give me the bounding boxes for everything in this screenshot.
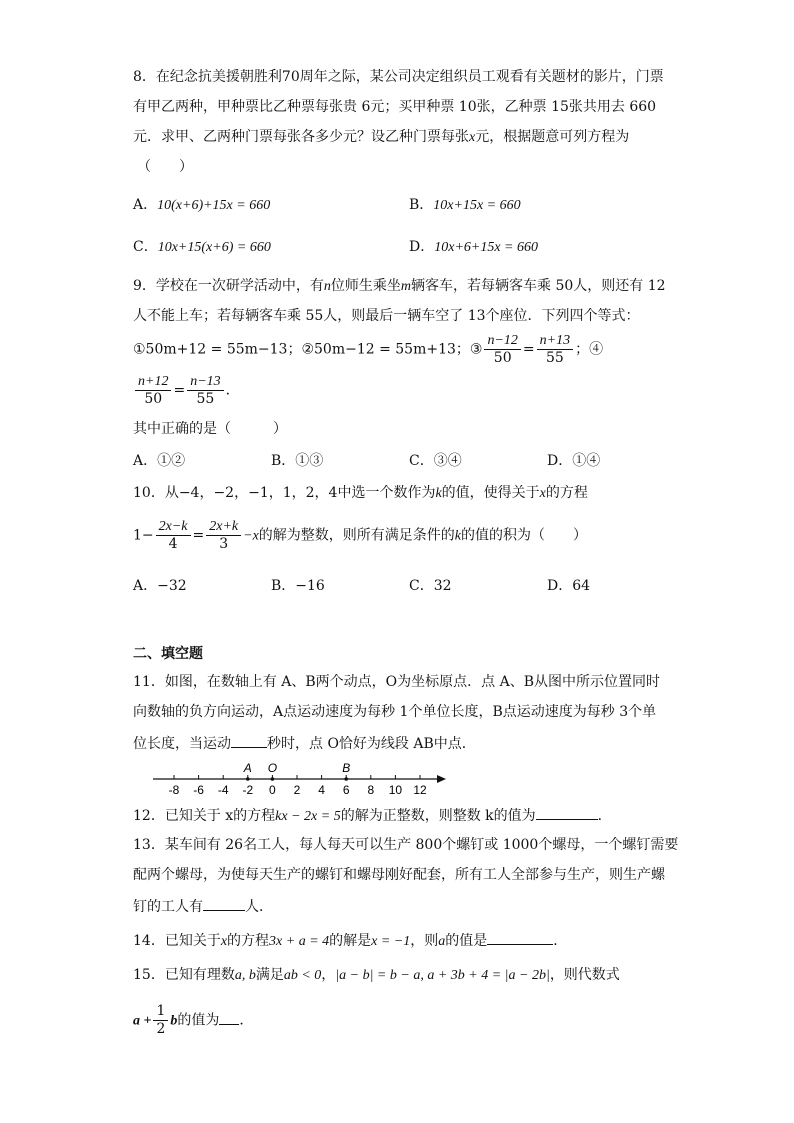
q10-frac-right-den: 3 <box>219 536 229 552</box>
number-line-tick-label: -4 <box>217 783 229 797</box>
q10-option-c-text: 32 <box>433 578 452 594</box>
q8-option-a-expr: 10(x+6)+15x = 660 <box>157 198 271 213</box>
q15-text-c: ，则代数式 <box>549 967 620 983</box>
q8-option-b-label: B． <box>409 197 434 213</box>
q9-eq-3-frac-left <box>484 332 520 367</box>
q10-option-d-label: D． <box>547 578 573 594</box>
q9-eq-3-end: ； <box>575 341 590 358</box>
q15-frac-den: 2 <box>156 1021 166 1037</box>
q8-line-1: 8．在纪念抗美援朝胜利70周年之际，某公司决定组织员工观看有关题材的影片，门票 <box>133 69 664 85</box>
q9-eq-3-den-right: 55 <box>545 350 564 366</box>
q9-eq-4-label: ④ <box>589 341 604 358</box>
q15-vars: a, b <box>234 968 256 983</box>
q15-text-e: ． <box>239 1012 254 1029</box>
q9-eq-4-frac-left <box>135 373 171 408</box>
q9-eq-3-frac-right <box>537 332 573 367</box>
q9-option-d-text: ①④ <box>572 453 601 469</box>
q9-eq-3-den-left: 50 <box>493 350 512 366</box>
q9-prompt: 其中正确的是（ ） <box>133 421 287 437</box>
number-line-point-label-a: A <box>243 761 252 775</box>
q10-frac-left-num: 2x−k <box>156 518 191 536</box>
q8-option-b[interactable] <box>409 196 521 215</box>
q9-eq-4-end: ． <box>225 382 240 399</box>
q13-answer-blank[interactable] <box>203 896 245 911</box>
number-line-tick-label: -8 <box>168 783 180 797</box>
q8-option-c[interactable] <box>133 238 271 257</box>
q9-var-n: n <box>323 279 331 294</box>
q9-eq-4-num-left: n+12 <box>135 373 171 391</box>
q9-option-d[interactable] <box>547 452 600 470</box>
number-line-point-label-b: B <box>342 761 351 775</box>
q9-eq-4-equals: = <box>173 382 186 399</box>
q9-eq-3-label: ③ <box>469 341 483 358</box>
q15-condition-1: ab < 0 <box>283 968 322 983</box>
q12-text-a: 12．已知关于 x的方程 <box>133 808 276 824</box>
q9-option-a-label: A． <box>133 453 158 469</box>
q14-line <box>133 930 567 951</box>
q10-minus-x: −x <box>243 528 259 544</box>
q9-eq-4-num-right: n−13 <box>187 373 223 391</box>
q9-eq-3-equals: = <box>522 341 535 358</box>
number-line-arrow-icon <box>437 775 446 783</box>
q9-option-a[interactable] <box>133 452 185 470</box>
q14-text-d: ，则 <box>410 933 439 949</box>
q10-var-k: k <box>435 486 442 501</box>
q9-option-c[interactable] <box>409 452 462 470</box>
number-line-tick-label: 10 <box>388 783 403 797</box>
q10-option-a-label: A． <box>133 578 158 594</box>
number-line-tick-label: 8 <box>367 783 375 797</box>
q10-line-1a: 10．从−4，−2，−1，1，2，4中选一个数作为 <box>133 485 436 501</box>
q9-line-1c: 辆客车，若每辆客车乘 50人，则还有 12 <box>411 278 666 294</box>
q13-line-3 <box>133 896 273 916</box>
q15-expr-b: b <box>170 1013 178 1029</box>
q9-line-1a: 9．学校在一次研学活动中，有 <box>133 278 324 294</box>
q11-line-3 <box>133 733 476 753</box>
q8-line-3a: 元．求甲、乙两种门票每张各多少元？设乙种门票每张 <box>133 129 469 145</box>
q9-var-m: m <box>400 279 412 294</box>
q15-sep: ， <box>321 967 336 983</box>
q10-option-b-text: −16 <box>295 578 325 594</box>
q13-line-3b: 人． <box>245 899 273 915</box>
q14-var-x: x <box>220 934 228 949</box>
q10-line-1 <box>133 484 588 503</box>
q8-option-b-expr: 10x+15x = 660 <box>433 198 521 213</box>
q10-option-c-label: C． <box>409 578 434 594</box>
q10-line-1c: 的方程 <box>545 485 588 501</box>
number-line-tick-label: -2 <box>242 783 254 797</box>
q10-frac-right-num: 2x+k <box>206 518 241 536</box>
q15-condition-2: |a − b| = b − a, a + 3b + 4 = |a − 2b| <box>335 968 550 983</box>
q8-option-a-label: A． <box>133 197 158 213</box>
q14-text-f: ． <box>553 933 568 949</box>
q10-option-b[interactable] <box>271 577 325 595</box>
q12-text-c: ． <box>597 808 612 824</box>
q8-var-x: x <box>469 130 476 145</box>
q14-text-e: 的值是 <box>445 933 488 949</box>
q10-option-d[interactable] <box>547 577 590 595</box>
number-line <box>148 758 468 800</box>
q10-option-b-label: B． <box>271 578 296 594</box>
q10-equals: = <box>192 527 205 544</box>
q9-line-1b: 位师生乘坐 <box>330 278 401 294</box>
q9-eq-4-den-right: 55 <box>196 391 215 407</box>
q15-text-b: 满足 <box>255 967 284 983</box>
q9-eq-1: ①50m+12 = 55m−13； <box>133 341 302 358</box>
q10-line-1b: 的值，使得关于 <box>441 485 540 501</box>
q10-option-d-text: 64 <box>572 578 591 594</box>
q14-text-b: 的方程 <box>227 933 270 949</box>
q10-tail-b: 的解为整数，则所有满足条件的 <box>258 527 455 544</box>
q11-line-3b: 秒时，点 O恰好为线段 AB中点． <box>267 736 476 752</box>
q9-eq-4-den-left: 50 <box>144 391 163 407</box>
q9-option-b-text: ①③ <box>295 453 324 469</box>
q9-line-2: 人不能上车；若每辆客车乘 55人，则最后一辆车空了 13个座位．下列四个等式： <box>133 308 640 324</box>
q15-frac-num: 1 <box>153 1003 168 1021</box>
q11-answer-blank[interactable] <box>231 733 267 748</box>
q10-frac-right <box>206 518 241 553</box>
number-line-tick-label: 12 <box>413 783 427 797</box>
q9-eq-3-num-left: n−12 <box>484 332 520 350</box>
q8-option-c-label: C． <box>133 239 158 255</box>
q9-option-c-label: C． <box>409 453 434 469</box>
q8-answer-paren: （ ） <box>137 159 193 175</box>
q10-frac-left <box>156 518 191 553</box>
q14-equation: 3x + a = 4 <box>269 934 330 949</box>
q13-line-2: 配两个螺母，为使每天生产的螺钉和螺母刚好配套，所有工人全部参与生产，则生产螺 <box>133 867 665 883</box>
q10-equation-row <box>133 518 587 553</box>
q9-option-b[interactable] <box>271 452 323 470</box>
q15-line-2 <box>133 1003 253 1038</box>
q13-line-1: 13．某车间有 26名工人，每人每天可以生产 800个螺钉或 1000个螺母，一个螺钉需要 <box>133 837 679 853</box>
q8-option-d[interactable] <box>409 238 538 257</box>
q10-tail-k: k <box>454 528 462 544</box>
q15-text-a: 15．已知有理数 <box>133 967 235 983</box>
q13-line-3a: 钉的工人有 <box>133 899 203 915</box>
q10-var-x: x <box>539 486 546 501</box>
q9-option-c-text: ③④ <box>433 453 462 469</box>
q15-answer-blank[interactable] <box>219 1010 239 1025</box>
q9-option-a-text: ①② <box>157 453 186 469</box>
q14-var-a: a <box>438 934 446 949</box>
q9-eq-2: ②50m−12 = 55m+13； <box>301 341 470 358</box>
q8-line-2: 有甲乙两种，甲种票比乙种票每张贵 6元；买甲种票 10张，乙种票 15张共用去 660 <box>133 99 657 115</box>
q8-line-3 <box>133 128 629 147</box>
q11-line-1: 11．如图，在数轴上有 A、B两个动点，O为坐标原点．点 A、B从图中所示位置同时 <box>133 674 660 690</box>
number-line-point-b <box>344 777 348 781</box>
q8-option-c-expr: 10x+15(x+6) = 660 <box>157 240 271 255</box>
q10-option-c[interactable] <box>409 577 452 595</box>
q9-eq-4-frac-right <box>187 373 223 408</box>
q9-eq-3-num-right: n+13 <box>537 332 573 350</box>
q8-line-3b: 元，根据题意可列方程为 <box>475 129 630 145</box>
q14-text-a: 14．已知关于 <box>133 933 221 949</box>
number-line-tick-label: 0 <box>269 783 276 797</box>
q15-expr-a: a + <box>133 1013 152 1029</box>
q15-text-d: 的值为 <box>177 1012 220 1029</box>
number-line-tick-label: -6 <box>193 783 204 797</box>
q8-option-d-label: D． <box>409 239 435 255</box>
q12-line <box>133 805 612 826</box>
number-line-point-a <box>246 777 250 781</box>
q11-line-2: 向数轴的负方向运动，A点运动速度为每秒 1个单位长度，B点运动速度为每秒 3个单 <box>133 704 657 720</box>
number-line-point-label-o: O <box>267 761 278 775</box>
q9-option-b-label: B． <box>271 453 296 469</box>
q14-answer-blank[interactable] <box>487 930 553 945</box>
q9-equations-row <box>133 332 603 367</box>
q9-eq-4-row <box>133 373 240 408</box>
q11-line-3a: 位长度，当运动 <box>133 736 231 752</box>
q9-line-1 <box>133 277 666 296</box>
q10-option-a-text: −32 <box>157 578 187 594</box>
q12-answer-blank[interactable] <box>536 805 598 820</box>
q14-text-c: 的解是 <box>329 933 372 949</box>
number-line-tick-label: 2 <box>293 783 301 797</box>
number-line-point-o <box>271 777 275 781</box>
q15-line-1 <box>133 966 620 985</box>
q8-option-d-expr: 10x+6+15x = 660 <box>434 240 539 255</box>
q8-option-a[interactable] <box>133 196 270 215</box>
number-line-tick-label: 6 <box>342 783 350 797</box>
section-title-fill-in: 二、填空题 <box>133 646 203 662</box>
q9-option-d-label: D． <box>547 453 573 469</box>
q10-tail-c: 的值的积为（ ） <box>461 527 588 544</box>
q12-equation: kx − 2x = 5 <box>275 809 341 824</box>
q14-solution: x = −1 <box>371 934 411 949</box>
q12-text-b: 的解为正整数，则整数 k的值为 <box>340 808 536 824</box>
number-line-tick-label: 4 <box>318 783 325 797</box>
q10-eq-lead: 1− <box>133 527 154 544</box>
q15-fraction <box>153 1003 168 1038</box>
q10-frac-left-den: 4 <box>168 536 178 552</box>
q10-option-a[interactable] <box>133 577 187 595</box>
